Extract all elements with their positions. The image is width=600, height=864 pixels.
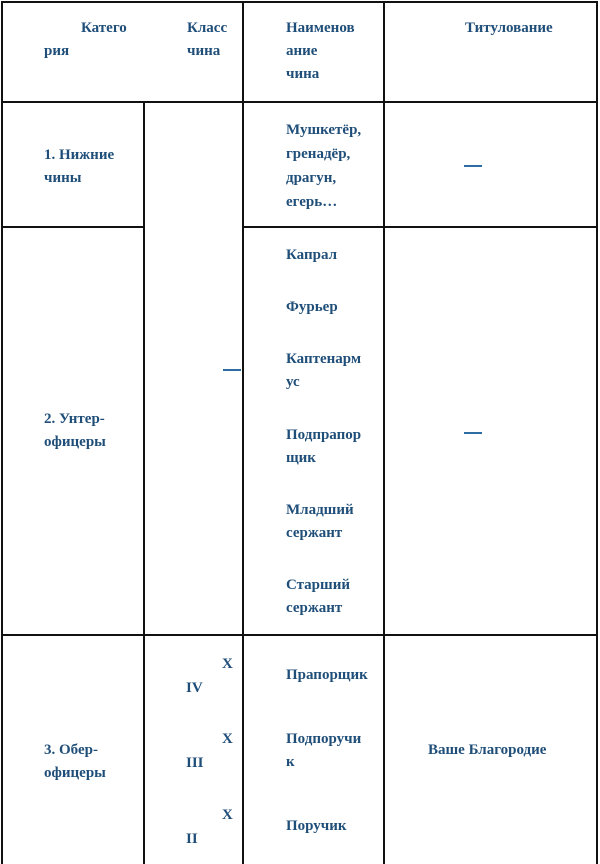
header-title-label: Титулование (465, 20, 553, 36)
row3-category-line2: офицеры (44, 765, 106, 781)
rank-poruchik (286, 815, 347, 838)
rank-praporshchik (286, 664, 368, 687)
header-rank-name-line2: ание (286, 43, 318, 59)
class-xiii-top: X (222, 731, 233, 747)
table-border-top (1, 1, 598, 3)
rank-kaptenarmus-line2: ус (286, 374, 300, 390)
header-rank-name-line3: чина (286, 66, 320, 82)
table-border-left (1, 1, 3, 864)
class-xiii-bottom: III (186, 755, 204, 771)
rank-corporal (286, 244, 337, 267)
rank-podpraporshchik-line1: Подпрапор (286, 427, 362, 443)
class-xiv-iv (186, 677, 203, 700)
col-divider-title (383, 1, 385, 864)
class-xii-bottom: II (186, 831, 198, 847)
row2-class-dash (223, 369, 241, 371)
header-category (44, 17, 127, 63)
row2-category-line1: 2. Унтер- (44, 411, 105, 427)
row2-category (44, 408, 106, 454)
header-title (465, 17, 553, 40)
rank-corporal-label: Капрал (286, 247, 338, 263)
class-xiii-x (222, 728, 233, 751)
row1-divider-right (242, 226, 598, 228)
rank-furier-label: Фурьер (286, 299, 338, 315)
header-class-line1: Класс (187, 20, 228, 36)
header-divider (1, 101, 598, 103)
rank-podporuchik-line2: к (286, 754, 295, 770)
rank-furier (286, 296, 338, 319)
class-xiv-x (222, 653, 233, 676)
rank-kaptenarmus (286, 348, 361, 394)
rank-senior-sergeant-line2: сержант (286, 600, 343, 616)
rank-dragoon: драгун, (286, 170, 337, 186)
header-rank-name-line1: Наименов (286, 20, 355, 36)
col-divider-class (143, 101, 145, 864)
row3-title (428, 739, 546, 762)
rank-junior-sergeant-line1: Младший (286, 502, 354, 518)
class-xii-x (222, 804, 233, 827)
rank-junior-sergeant-line2: сержант (286, 525, 343, 541)
row2-category-line2: офицеры (44, 434, 106, 450)
rank-podpraporshchik (286, 424, 361, 470)
header-class (187, 17, 227, 63)
row1-ranks (286, 118, 361, 214)
rank-podporuchik (286, 728, 361, 774)
header-class-line2: чина (187, 43, 221, 59)
rank-senior-sergeant (286, 574, 350, 620)
table-border-right (596, 1, 598, 864)
row3-category-line1: 3. Обер- (44, 742, 98, 758)
row2-divider (1, 634, 598, 636)
row2-title-dash (464, 432, 482, 434)
row1-title-dash (464, 165, 482, 167)
row1-category-line2: чины (44, 170, 82, 186)
row1-divider-left (1, 226, 144, 228)
row3-title-label: Ваше Благородие (428, 742, 547, 758)
class-xiv-bottom: IV (186, 680, 203, 696)
rank-junior-sergeant (286, 499, 354, 545)
rank-podpraporshchik-line2: щик (286, 450, 316, 466)
row1-category-line1: 1. Нижние (44, 147, 115, 163)
rank-kaptenarmus-line1: Каптенарм (286, 351, 362, 367)
row1-category (44, 144, 114, 190)
rank-grenadier: гренадёр, (286, 146, 351, 162)
rank-jaeger: егерь… (286, 194, 338, 210)
header-category-line1: Катего (81, 20, 127, 36)
header-category-line2: рия (44, 43, 70, 59)
class-xiii-iii (186, 752, 204, 775)
rank-musketeer: Мушкетёр, (286, 122, 362, 138)
class-xii-ii (186, 828, 198, 851)
rank-praporshchik-label: Прапорщик (286, 667, 368, 683)
rank-senior-sergeant-line1: Старший (286, 577, 350, 593)
header-rank-name (286, 17, 355, 86)
rank-podporuchik-line1: Подпоручи (286, 731, 362, 747)
class-xii-top: X (222, 807, 233, 823)
class-xiv-top: X (222, 656, 233, 672)
col-divider-rank (242, 1, 244, 864)
row3-category (44, 739, 106, 785)
rank-poruchik-label: Поручик (286, 818, 347, 834)
